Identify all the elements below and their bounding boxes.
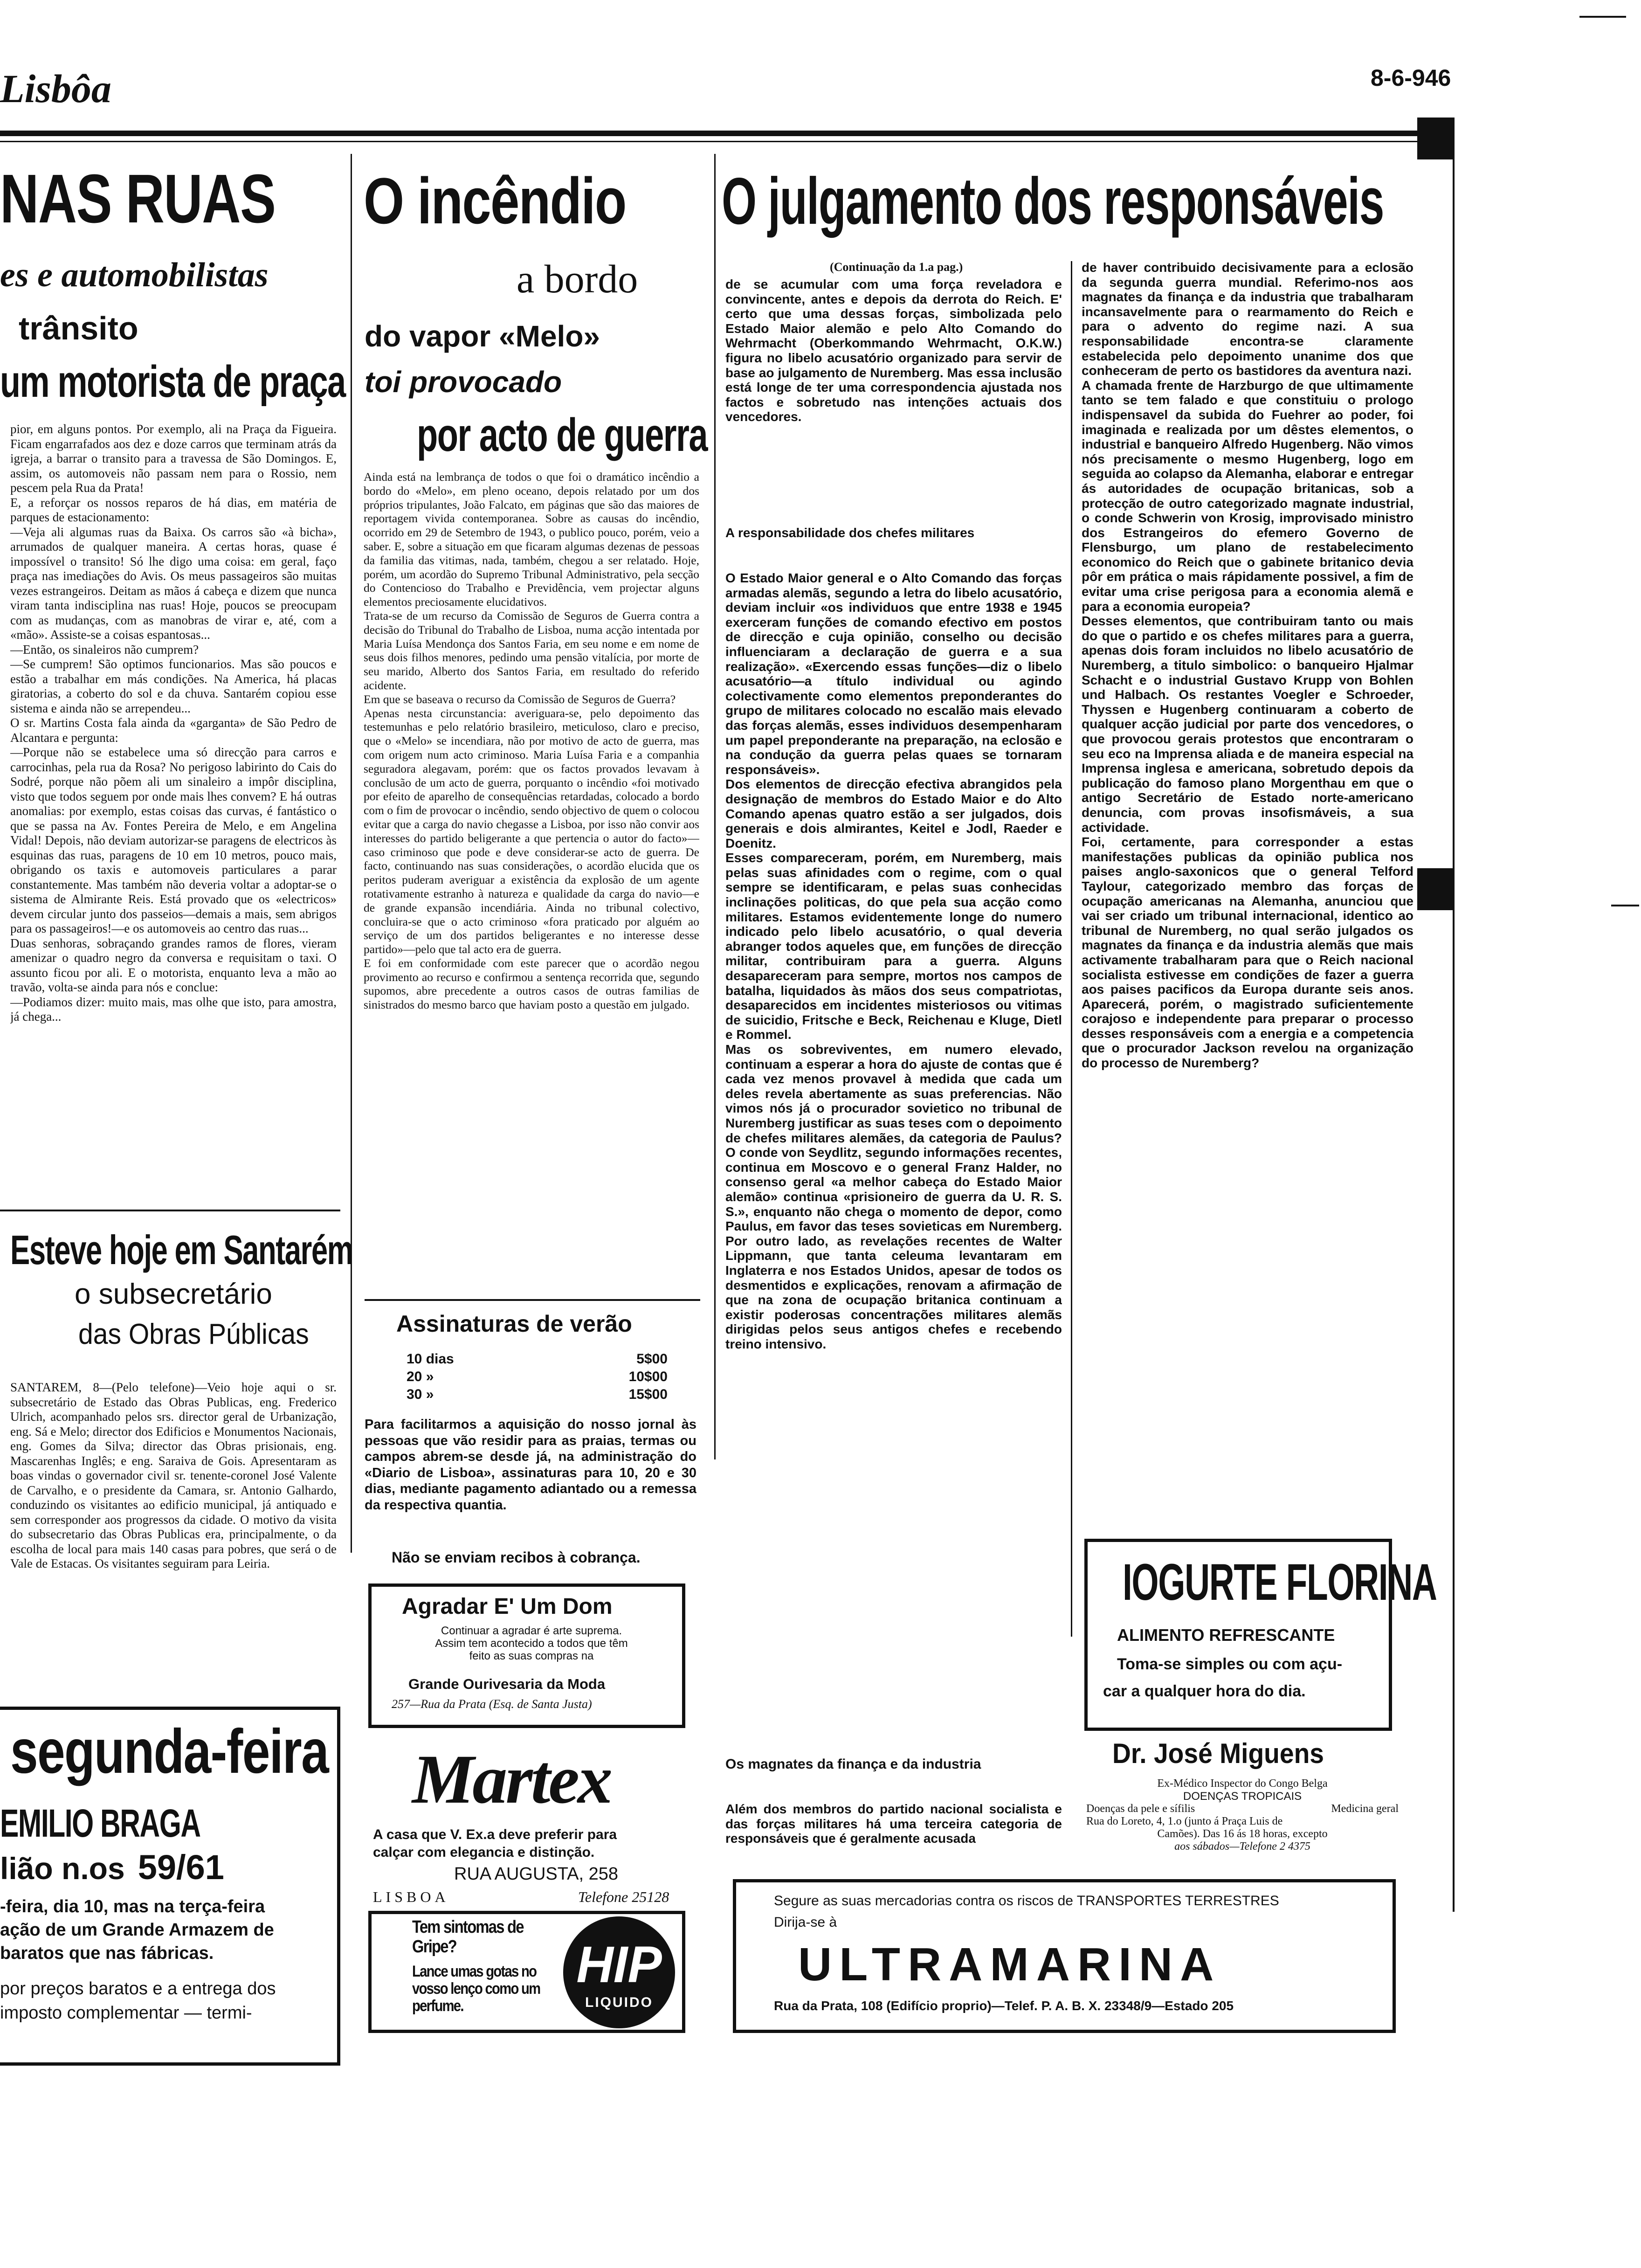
- doctor-ad-name: Dr. José Miguens: [1112, 1738, 1324, 1769]
- julgamento-subhead-military: A responsabilidade dos chefes militares: [725, 526, 975, 540]
- agradar-ad-line: Assim tem acontecido a todos que têm: [435, 1637, 628, 1650]
- hip-ad-answer: Lance umas gotas no vosso lenço como um perfume.: [412, 1963, 540, 2015]
- nas-ruas-subhead-2: trânsito: [19, 310, 138, 346]
- armazem-ad-line: imposto complementar — termi-: [0, 2003, 252, 2023]
- iogurte-ad-line: Toma-se simples ou com açu-: [1117, 1655, 1343, 1673]
- armazem-ad-address: [0, 1847, 224, 1887]
- ultramarina-ad-address: Rua da Prata, 108 (Edifício proprio)—Telef. P. A. B. X. 23348/9—Estado 205: [774, 1998, 1234, 2013]
- nas-ruas-body: pior, em alguns pontos. Por exemplo, ali na Praça da Figueira. Ficam engarrafados aos dez e doze carros que terminam atrás da igreja, a barrar o transito para a travessa de São Domingos. E, assim, os automoveis não passam nem para o Rossio, nem pescem pela Rua da Prata! E, a reforçar os nossos reparos de há dias, em matéria de parques de estacionamento: —Veja ali algumas ruas da Baixa. Os carros são «à bicha», arrumados de qualquer maneira. A certas horas, quase é impossível o transito! Só lhe digo uma coisa: em geral, faço praça nas imediações do Avis. Os meus passageiros são muitas vezes estrangeiros. Deitam as mãos á cabeça e dizem que nunca viram tanta indisciplina nas ruas! Hoje, poucos se preocupam com as mudanças, com as manobras de virar e, até, com a «mão». Assiste-se a coisas espantosas... —Então, os sinaleiros não cumprem? —Se cumprem! São optimos funcionarios. Mas são poucos e estão a trabalhar em más condições. Na America, há placas giratorias, a coberto do sol e da chuva. Santarém copiou esse sistema e ainda não se arrependeu... O sr. Martins Costa fala ainda da «garganta» de São Pedro de Alcantara e pergunta: —Porque não se estabelece uma só direcção para carros e carrocinhas, pela rua da Rosa? No perigoso labirinto do Cais do Sodré, porque não põem ali um sinaleiro a impôr disciplina, visto que todos seguem por onde mais lhes convem? E há outras anomalias: por exemplo, estas coisas das curvas, é fantástico o que se passa na Av. Fontes Pereira de Melo, e em Angelina Vidal! Depois, não deviam autorizar-se paragens de electricos às esquinas das ruas, paragens de 10 em 10 metros, pouco mais, obrigando os taxis e automoveis particulares a parar constantemente. Mas também não deveria voltar a adoptar-se o sistema de Almirante Reis. Está provado que os «electricos» devem circular junto dos passeios—demais a mais, sem abrigos para os passageiros!—e os automoveis ao centro das ruas... Duas senhoras, sobraçando grandes ramos de flores, vieram amenizar o quadro negro da conversa e requisitam o taxi. O assunto ficou por ali. E o motorista, enquanto leva a mão ao travão, volta-se ainda para nós e conclue: —Podiamos dizer: muito mais, mas olhe que isto, para amostra, já chega...: [10, 422, 337, 1023]
- incendio-body: Ainda está na lembrança de todos o que foi o dramático incêndio a bordo do «Melo», em pleno oceano, depois relatado por um dos próprios tripulantes, João Falcato, em páginas que são das maiores de reportagem vivida contemporanea. Sobre as causas do incêndio, ocorrido em 29 de Setembro de 1943, o publico pouco, porém, veio a saber. E, sobre a situação em que ficaram algumas dezenas de pessoas da familia das vitimas, nada, também, chegou a ser relatado. Hoje, porém, um acordão do Supremo Tribunal Administrativo, pela secção do Contencioso do Trabalho e Previdência, vem projectar alguns elementos preciosamente elucidativos. Trata-se de um recurso da Comissão de Seguros de Guerra contra a decisão do Tribunal do Trabalho de Lisboa, numa acção intentada por Maria Luísa Mendonça dos Santos Faria, em seu nome e em nome de seus dois filhos menores, pedindo uma pensão vitalícia, por morte de seu marido, Alberto dos Santos Faria, em resultado do referido acidente. Em que se baseava o recurso da Comissão de Seguros de Guerra? Apenas nesta circunstancia: averiguara-se, pelo depoimento das testemunhas e pelo relatório brasileiro, meticuloso, claro e preciso, que o «Melo» se incendiara, não por motivo de acto de guerra, mas com origem num acto criminoso. Maria Luísa Faria e a companhia seguradora alegavam, porém: que os factos provados levavam à conclusão de um acto de guerra, porquanto o incêndio «foi motivado por efeito de aparelho de consequências retardadas, colocado a bordo com o fim de provocar o incêndio, sendo objectivo de quem o colocou evitar que a carga do navio chegasse a Lisboa, por isso não convir aos interesses do partido beligerante a que pertencia o autor do facto»—caso criminoso que pode e deve considerar-se acto de guerra. De facto, continuando nas suas considerações, o acordão elucida que os peritos puderam averiguar a existência da explosão de um agente rotativamente estranho à natureza e qualidade da carga do navio—e de grande expansão incendiária. Ainda no tribunal colectivo, concluira-se que o acto criminoso «fora praticado por alguém ao serviço de um dos partidos beligerantes e no interesse desse partido»—pelo que tal acto era de guerra. E foi em conformidade com este parecer que o acordão negou provimento ao recurso e confirmou a sentença recorrida que, segundo supomos, abre precedente a outros casos de outras familias de sinistrados do mesmo barco que haviam posto a questão em julgado.: [364, 470, 699, 1012]
- ultramarina-ad-name: ULTRAMARINA: [798, 1938, 1221, 1991]
- incendio-subhead-1: a bordo: [517, 256, 638, 301]
- masthead-date: 8-6-946: [1371, 65, 1451, 91]
- armazem-ad-headline: segunda-feira: [10, 1717, 329, 1786]
- subscriptions-note: Não se enviam recibos à cobrança.: [392, 1549, 641, 1566]
- incendio-headline: O incêndio: [364, 164, 626, 237]
- doctor-ad-specialty: Medicina geral: [1331, 1803, 1399, 1815]
- agradar-ad-shop: Grande Ourivesaria da Moda: [408, 1676, 606, 1692]
- armazem-ad-number: 59/61: [138, 1848, 224, 1887]
- right-margin-black-block: [1417, 118, 1455, 159]
- armazem-ad-line: ação de um Grande Armazem de: [0, 1920, 274, 1940]
- iogurte-ad-title: IOGURTE FLORINA: [1123, 1554, 1437, 1611]
- santarem-subhead-1: o subsecretário: [75, 1278, 272, 1310]
- subscription-price: 15$00: [628, 1387, 668, 1402]
- subscription-price: 5$00: [636, 1351, 668, 1367]
- masthead-paper-name: Lisbôa: [0, 66, 111, 111]
- subscription-price: 10$00: [628, 1369, 668, 1384]
- nas-ruas-subhead-3: um motorista de praça: [0, 357, 345, 407]
- incendio-subhead-2: do vapor «Melo»: [365, 319, 600, 353]
- julgamento-body-continued: de haver contribuido decisivamente para a eclosão da segunda guerra mundial. Referimo-nos aos magnates da finança e da industria que trabalharam incansavelmente para o rearmamento do Reich e para o advento do regime nazi. A sua responsabilidade encontra-se claramente estabelecida pelo depoimento unanime dos que conheceram de perto os bastidores da aventura nazi. A chamada frente de Harzburgo de que ultimamente tanto se tem falado e que constituiu o prologo indispensavel da subida do Fuehrer ao poder, foi imaginada e realizada por um dêstes elementos, o industrial e banqueiro Alfredo Hugenberg. Não vimos nós precisamente o mesmo Hugenberg, logo em seguida ao colapso da Alemanha, elaborar e entregar ás autoridades de ocupação britanicas, sob a protecção de outro categorizado magnate industrial, o conde Schwerin von Krosig, improvisado ministro dos Estrangeiros do efemero Governo de Flensburgo, um plano de restabelecimento economico do Reich que o gabinete britanico devia pôr em prática o mais rápidamente possivel, a fim de evitar uma crise perigosa para a economia alemã e para a economia europeia? Desses elementos, que contribuiram tanto ou mais do que o partido e os chefes militares para a guerra, apenas dois foram incluidos no libelo acusatório de Nuremberg, a titulo simbolico: o banqueiro Hjalmar Schacht e o industrial Gustavo Krupp von Bohlen und Halbach. Os restantes Voegler e Schroeder, Thyssen e Hugenberg continuaram a coberto de qualquer acção judicial por parte dos vencedores, o que provocou gerais protestos que encontraram o seu eco na Imprensa aliada e de maneira especial na Imprensa inglesa e americana, sobretudo depois da publicação do famoso plano Morgenthau em que o antigo Secretário de Estado norte-americano denuncia, com provas insofismáveis, a sua actividade. Foi, certamente, para corresponder a estas manifestações publicas da opinião publica nos paises anglo-saxonicos que o general Telford Taylour, categorizado membro das forças de ocupação americanas na Alemanha, anunciou que vai ser criado um tribunal internacional, identico ao tribunal de Nuremberg, no qual serão julgados os magnates da finança e da industria alemãs que mais activamente trabalharam para que o Reich nacional socialista estivesse em condições de fazer a guerra aos paises pacificos da Europa durante seis anos. Aparecerá, porém, o magistrado suficientemente corajoso e independente para preparar o processo desses responsáveis com a energia e a competencia que o procurador Jackson revelou na organização do processo de Nuremberg?: [1082, 260, 1413, 1071]
- armazem-ad-name: EMILIO BRAGA: [0, 1801, 200, 1845]
- corner-line: [1579, 16, 1626, 18]
- subscription-row: [407, 1350, 668, 1368]
- doctor-ad-line: [1086, 1803, 1399, 1815]
- ultramarina-ad-line: Dirija-se à: [774, 1915, 837, 1930]
- subscription-period: 30 »: [407, 1387, 434, 1402]
- martex-ad-line: A casa que V. Ex.a deve preferir para: [373, 1827, 617, 1842]
- subscriptions-text: Para facilitarmos a aquisição do nosso jornal às pessoas que vão residir para as praias, termas ou campos abrem-se desde já, na administração do «Diario de Lisboa», assinaturas para 10, 20 e 30 dias, mediante pagamento adiantado ou a remessa da respectiva quantia.: [365, 1417, 696, 1513]
- column-divider: [714, 154, 716, 1459]
- section-rule: [0, 1210, 340, 1211]
- martex-logo: Martex: [412, 1741, 611, 1818]
- incendio-subhead-4: por acto de guerra: [417, 409, 708, 461]
- iogurte-ad-line: car a qualquer hora do dia.: [1103, 1682, 1306, 1700]
- santarem-headline: Esteve hoje em Santarém: [10, 1227, 353, 1273]
- agradar-ad-text: [401, 1625, 662, 1662]
- subscription-period: 10 dias: [407, 1351, 454, 1367]
- julgamento-headline: O julgamento dos responsáveis: [722, 164, 1384, 238]
- santarem-body: SANTAREM, 8—(Pelo telefone)—Veio hoje aqui o sr. subsecretário de Estado das Obras Publicas, eng. Frederico Ulrich, acompanhado pelos srs. director geral de Urbanização, eng. Sá e Melo; director dos Edificios e Monumentos Nacionais, eng. Gomes da Silva; director das Obras prisionais, eng. Mascarenhas Inglês; e eng. Saraiva de Gois. Apresentaram as boas vindas o governador civil sr. tenente-coronel José Valente de Carvalho, e o presidente da Camara, sr. Antonio Galhardo, conduzindo os visitantes ao edificio municipal, já antiquado e sem corresponder aos progressos da cidade. O motivo da visita do subsecretario das Obras Publicas era, principalmente, o da escolha de local para mais 140 casas para pobres, que será o de Vale de Estacas. Os visitantes seguiram para Leiria.: [10, 1380, 337, 1570]
- subscription-row: [407, 1386, 668, 1404]
- section-rule: [365, 1299, 700, 1301]
- agradar-ad-line: feito as suas compras na: [469, 1650, 594, 1662]
- julgamento-body-magnates: Além dos membros do partido nacional socialista e das forças militares há uma terceira categoria de responsáveis que é geralmente acusada: [725, 1802, 1062, 1846]
- column-divider: [1071, 261, 1072, 1637]
- nas-ruas-headline: NAS RUAS: [0, 160, 276, 237]
- subscription-row: [407, 1368, 668, 1386]
- hip-logo-text: HIP: [576, 1936, 662, 1993]
- santarem-subhead-2: das Obras Públicas: [78, 1318, 309, 1350]
- armazem-ad-line: -feira, dia 10, mas na terça-feira: [0, 1897, 265, 1916]
- martex-ad-line: calçar com elegancia e distinção.: [373, 1845, 595, 1860]
- doctor-ad-line: Ex-Médico Inspector do Congo Belga: [1157, 1777, 1328, 1790]
- agradar-ad-title: Agradar E' Um Dom: [402, 1594, 613, 1619]
- armazem-ad-address-prefix: lião n.os: [0, 1851, 125, 1886]
- corner-line-2: [1611, 905, 1639, 906]
- armazem-ad-line: baratos que nas fábricas.: [0, 1943, 214, 1963]
- continuation-note: (Continuação da 1.a pag.): [830, 260, 963, 274]
- julgamento-body-military: O Estado Maior general e o Alto Comando das forças armadas alemãs, segundo a letra do libelo acusatório, deviam incluir «os individuos que entre 1938 e 1945 exerceram funções de comando efectivo em postos de direcção e cuja opinião, conselho ou decisão influenciaram a declaração de guerra e a sua realização». «Exercendo essas funções—diz o libelo acusatório—a título individual ou agindo colectivamente como elementos preponderantes do grupo de militares colocado no escalão mais elevado das forças alemãs, esses individuos desempenharam um papel preponderante na preparação, na eclosão e na condução da guerra pelas quaes se tornaram responsáveis». Dos elementos de direcção efectiva abrangidos pela designação de membros do Estado Maior e do Alto Comando apenas quatro estão a ser julgados, dois generais e dois almirantes, Keitel e Jodl, Raeder e Doenitz. Esses compareceram, porém, em Nuremberg, mais pelas suas afinidades com o regime, com o qual sempre se identificaram, e pelas suas conhecidas inclinações politicas, do que pela sua acção como militares. Estamos evidentemente longe do numero indicado pelo libelo acusatório, o qual deveria abranger todos aqueles que, em funções de direcção militar, contribuiram para a guerra. Alguns desapareceram para sempre, mortos nos campos de batalha, liquidados às mãos dos seus compatriotas, desaparecidos em incidentes misteriosos ou vitimas de suicidio, Fritsche e Beck, Reichenau e Kluge, Dietl e Rommel. Mas os sobreviventes, em numero elevado, continuam a esperar a hora do ajuste de contas que é cada vez menos provavel à medida que cada um deles revela abertamente as suas preferencias. Não vimos nós já o procurador sovietico no tribunal de Nuremberg justificar as suas teses com o depoimento de chefes militares alemães, da categoria de Paulus? O conde von Seydlitz, segundo informações recentes, continua em Moscovo e o general Franz Halder, no consenso geral «a melhor cabeça do Estado Maior alemão» continua «prisioneiro de guerra da U. R. S. S.», enquanto não chega o momento de depor, como Paulus, em favor das teses sovieticas em Nuremberg. Por outro lado, as revelações recentes de Walter Lippmann, que tanta celeuma levantaram em Inglaterra e nos Estados Unidos, apesar de todos os desmentidos e explicações, renovam a afirmação de que na zona de ocupação britanica continuam a existir poderosas concentrações militares alemãs dirigidas pelos seus antigos chefes e recebendo treino intensivo.: [725, 571, 1062, 1351]
- doctor-ad-line: Rua do Loreto, 4, 1.o (junto á Praça Luis de: [1086, 1815, 1283, 1827]
- hip-logo-subtext: LIQUIDO: [585, 1995, 653, 2010]
- incendio-subhead-3: toi provocado: [365, 365, 562, 399]
- doctor-ad-specialty: Doenças da pele e sífilis: [1086, 1803, 1195, 1815]
- iogurte-ad-subtitle: ALIMENTO REFRESCANTE: [1117, 1625, 1335, 1645]
- agradar-ad-address: 257—Rua da Prata (Esq. de Santa Justa): [392, 1697, 592, 1711]
- subscription-period: 20 »: [407, 1369, 434, 1384]
- julgamento-subhead-magnates: Os magnates da finança e da industria: [725, 1756, 981, 1772]
- ultramarina-ad-line: Segure as suas mercadorias contra os riscos de TRANSPORTES TERRESTRES: [774, 1893, 1279, 1908]
- doctor-ad-line: Camões). Das 16 ás 18 horas, excepto: [1157, 1828, 1328, 1840]
- martex-ad-city: LISBOA: [373, 1888, 449, 1905]
- martex-ad-address: RUA AUGUSTA, 258: [454, 1864, 618, 1884]
- doctor-ad-line: aos sábados—Telefone 2 4375: [1174, 1840, 1310, 1853]
- right-margin-black-block-lower: [1417, 868, 1455, 910]
- hip-ad-question: Tem sintomas de Gripe?: [412, 1917, 524, 1957]
- nas-ruas-subhead-1: es e automobilistas: [0, 256, 269, 294]
- masthead-rule: [0, 131, 1445, 136]
- right-margin-line: [1453, 140, 1455, 1912]
- martex-ad-phone: Telefone 25128: [578, 1888, 669, 1905]
- agradar-ad-line: Continuar a agradar é arte suprema.: [441, 1625, 622, 1637]
- doctor-ad-line: DOENÇAS TROPICAIS: [1183, 1790, 1302, 1803]
- subscriptions-title: Assinaturas de verão: [396, 1311, 632, 1337]
- column-divider: [351, 154, 352, 1553]
- subscriptions-price-list: [407, 1350, 668, 1404]
- masthead-rule-thin: [0, 141, 1445, 142]
- armazem-ad-line: por preços baratos e a entrega dos: [0, 1979, 276, 1998]
- doctor-ad-text: [1086, 1777, 1399, 1853]
- julgamento-body-intro: de se acumular com uma força reveladora e convincente, antes e depois da derrota do Reich. E' certo que uma dessas forças, simbolizada pelo Estado Maior alemão e pelo Alto Comando do Wehrmacht (Oberkommando Wehrmacht, O.K.W.) figura no libelo acusatório organizado para servir de base ao julgamento de Nuremberg. Mas essa inclusão está longe de ter uma correspondencia ajustada nos factos e sobretudo nas intenções actuais dos vencedores.: [725, 277, 1062, 424]
